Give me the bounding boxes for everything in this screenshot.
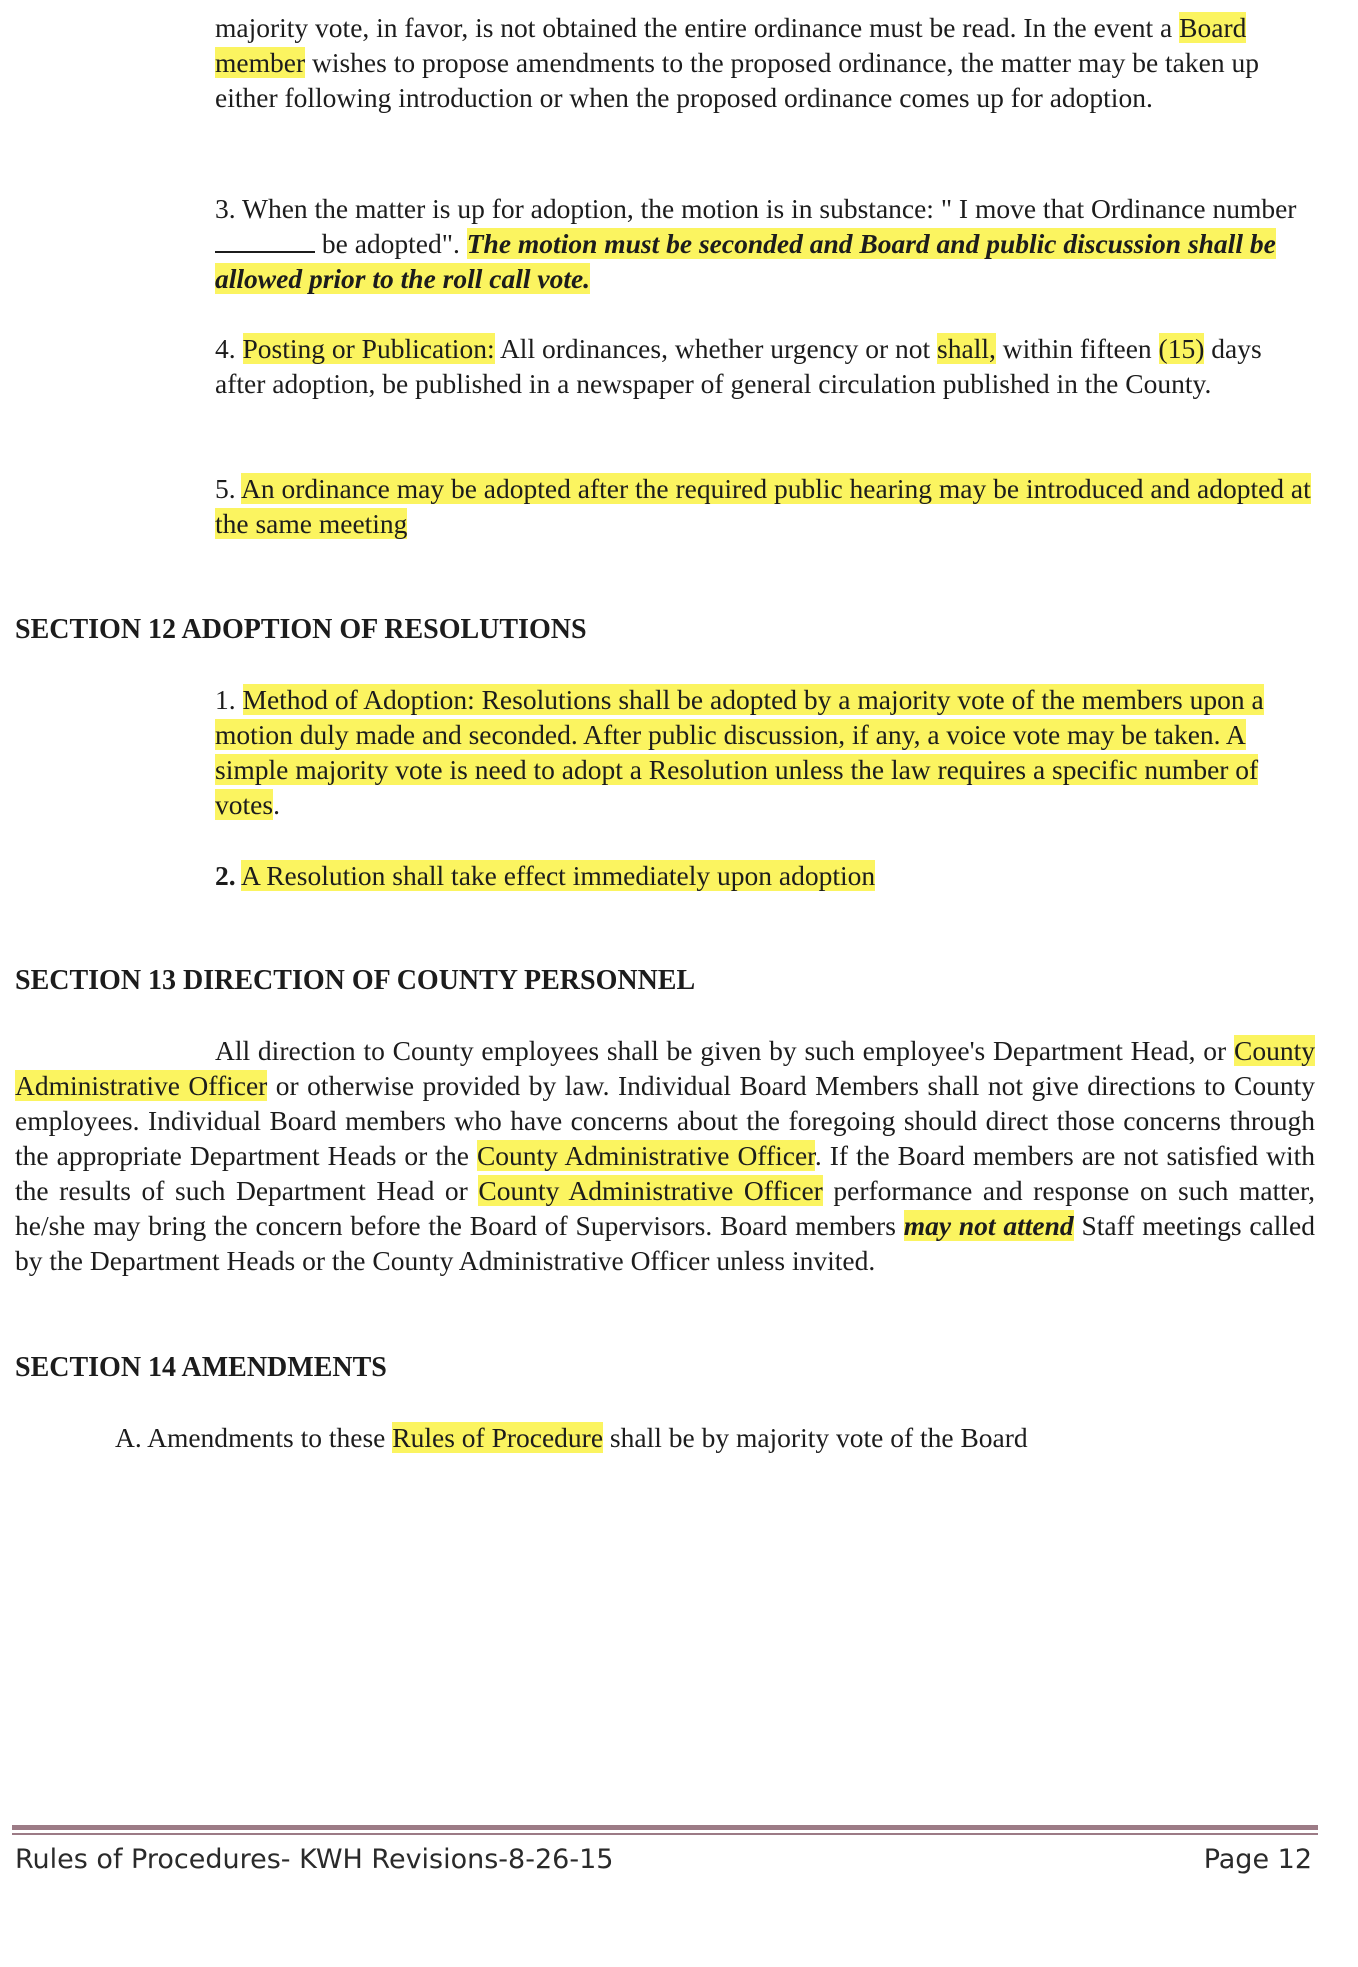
footer-page-number: Page 12 [1203, 1844, 1312, 1875]
highlighted-text: County Administrative Officer [15, 1035, 1315, 1101]
section-12-heading: SECTION 12 ADOPTION OF RESOLUTIONS [15, 614, 587, 645]
text: All direction to County employees shall be given by such employee's Department Head, or [215, 1035, 1235, 1066]
text: days after adoption, be published in a newspaper of general circulation published in the County. [215, 333, 1262, 399]
highlighted-text: Posting or Publication: [242, 333, 495, 364]
highlighted-text: may not attend [903, 1210, 1074, 1241]
footer-divider [12, 1825, 1318, 1830]
footer-document-title: Rules of Procedures- KWH Revisions-8-26-15 [15, 1844, 614, 1875]
text: 4. [215, 333, 243, 364]
section-13-heading: SECTION 13 DIRECTION OF COUNTY PERSONNEL [15, 965, 696, 996]
text: . [273, 789, 280, 820]
resolution-item-1 [215, 682, 1315, 822]
highlighted-text: Method of Adoption: Resolutions shall be adopted by a majority vote of the members upon a motion duly made and seconded. After public discussion, if any, a voice vote may be taken. A simple majority vote is need to adopt a Resolution unless the law requires a specific number of votes [215, 684, 1264, 820]
text: or otherwise provided by law. Individual Board Members shall not give directions to County employees. Individual Board members who have concerns about the foregoing should direct those concerns through the appropriate Department Heads or the [15, 1070, 1315, 1171]
text: performance and response on such matter, he/she may bring the concern before the Board of Supervisors. Board members [15, 1175, 1315, 1241]
highlighted-text: County Administrative Officer [478, 1175, 823, 1206]
text: majority vote, in favor, is not obtained the entire ordinance must be read. In the event a [215, 12, 1180, 43]
ordinance-paragraph-continued [215, 10, 1315, 115]
highlighted-text: County Administrative Officer [476, 1140, 815, 1171]
item-number: 2. [215, 860, 236, 891]
ordinance-item-5 [215, 471, 1315, 541]
text: be adopted". [315, 228, 467, 259]
text: 3. When the matter is up for adoption, the motion is in substance: " I move that Ordinance number [215, 193, 1297, 224]
text: 1. [215, 684, 243, 715]
text: shall be by majority vote of the Board [603, 1422, 1028, 1453]
highlighted-text: (15) [1158, 333, 1205, 364]
highlighted-text: An ordinance may be adopted after the required public hearing may be introduced and adopted at the same meeting [215, 473, 1311, 539]
personnel-direction-paragraph [15, 1033, 1315, 1278]
ordinance-item-3 [215, 191, 1315, 296]
text: All ordinances, whether urgency or not [494, 333, 938, 364]
text: wishes to propose amendments to the proposed ordinance, the matter may be taken up either following introduction or when the proposed ordinance comes up for adoption. [215, 47, 1259, 113]
section-14-heading: SECTION 14 AMENDMENTS [15, 1352, 387, 1383]
text: . If the Board members are not satisfied with the results of such Department Head or [15, 1140, 1316, 1206]
resolution-item-2 [215, 858, 1315, 893]
footer-divider-thin [12, 1833, 1318, 1835]
text: within fifteen [995, 333, 1159, 364]
highlighted-text: Board member [215, 12, 1247, 78]
ordinance-item-4 [215, 331, 1315, 401]
highlighted-text: The motion must be seconded and Board and public discussion shall be allowed prior to the roll call vote. [215, 228, 1276, 294]
blank-line [215, 229, 315, 253]
text: 5. [215, 473, 241, 504]
text: Staff meetings called by the Department Heads or the County Administrative Officer unless invited. [15, 1210, 1316, 1276]
text: A. Amendments to these [115, 1422, 393, 1453]
amendments-item-a [115, 1420, 1315, 1455]
highlighted-text: A Resolution shall take effect immediately upon adoption [240, 860, 876, 891]
highlighted-text: shall, [937, 333, 996, 364]
highlighted-text: Rules of Procedure [392, 1422, 604, 1453]
